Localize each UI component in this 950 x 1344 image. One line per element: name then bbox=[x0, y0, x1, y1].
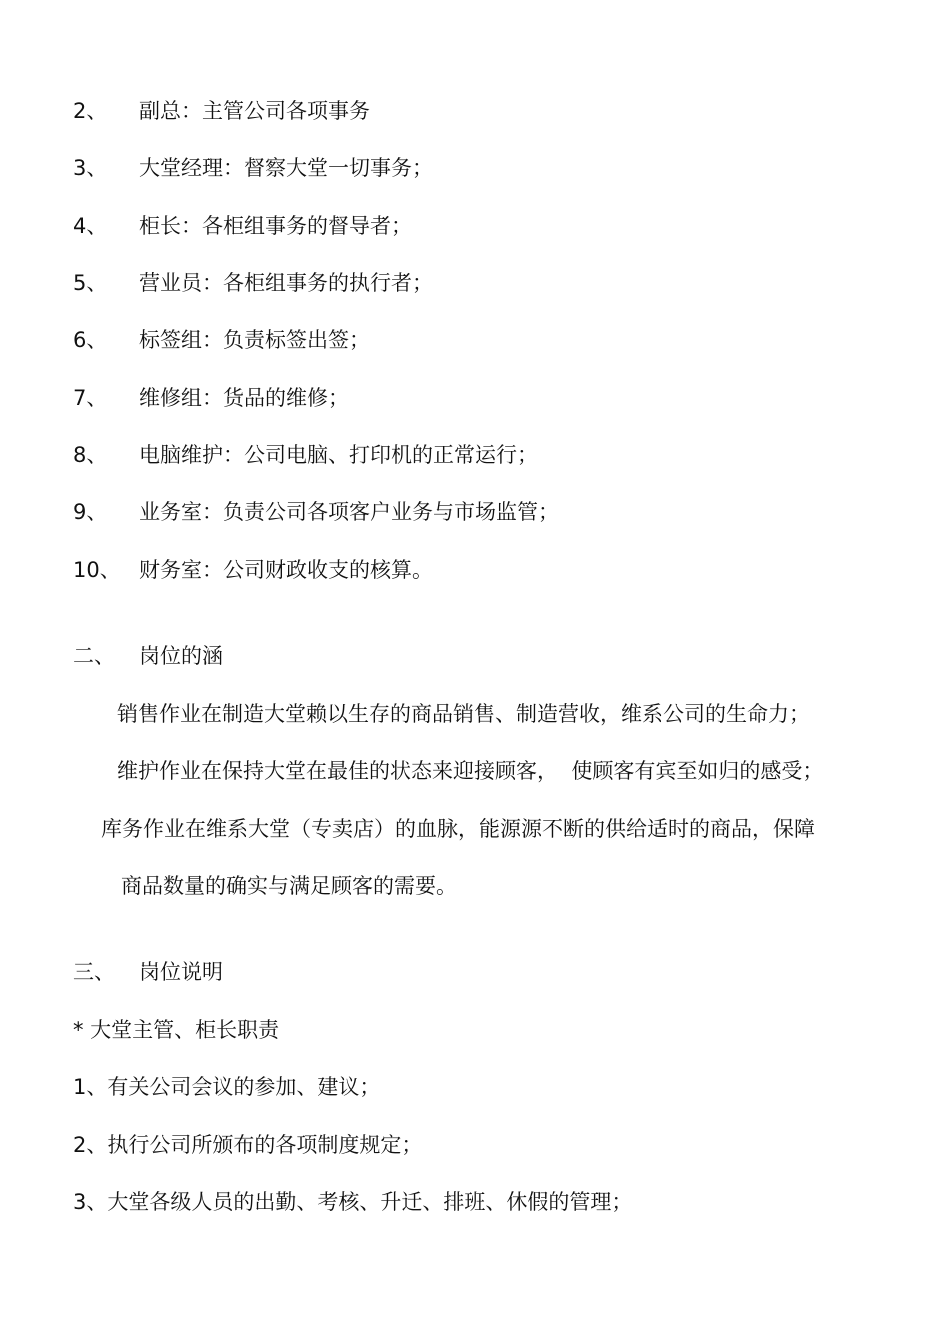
list-item-text: 标签组：负责标签出签； bbox=[139, 328, 370, 352]
list-item-text: 维修组：货品的维修； bbox=[139, 386, 349, 410]
paragraph: 商品数量的确实与满足顾客的需要。 bbox=[121, 874, 457, 898]
list-item-number: 5、 bbox=[73, 271, 108, 295]
paragraph: 维护作业在保持大堂在最佳的状态来迎接顾客， 使顾客有宾至如归的感受； bbox=[117, 759, 824, 783]
list-item-number: 10、 bbox=[73, 558, 121, 582]
paragraph: 销售作业在制造大堂赖以生存的商品销售、制造营收，维系公司的生命力； bbox=[117, 702, 810, 726]
section-title: 岗位的涵 bbox=[139, 644, 223, 668]
section-title: 岗位说明 bbox=[139, 960, 223, 984]
paragraph: 库务作业在维系大堂（专卖店）的血脉，能源源不断的供给适时的商品，保障 bbox=[101, 817, 815, 841]
list-item-number: 8、 bbox=[73, 443, 108, 467]
list-item-number: 4、 bbox=[73, 214, 108, 238]
section-number: 二、 bbox=[73, 644, 115, 668]
list-item: 1、有关公司会议的参加、建议； bbox=[73, 1075, 381, 1099]
list-item-text: 柜长：各柜组事务的督导者； bbox=[139, 214, 412, 238]
list-item-number: 3、 bbox=[73, 156, 108, 180]
list-item-number: 9、 bbox=[73, 500, 108, 524]
subheading: * 大堂主管、柜长职责 bbox=[73, 1018, 280, 1042]
list-item: 2、执行公司所颁布的各项制度规定； bbox=[73, 1133, 423, 1157]
list-item-number: 2、 bbox=[73, 99, 108, 123]
list-item-text: 财务室：公司财政收支的核算。 bbox=[139, 558, 433, 582]
section-number: 三、 bbox=[73, 960, 115, 984]
list-item-number: 6、 bbox=[73, 328, 108, 352]
list-item-text: 营业员：各柜组事务的执行者； bbox=[139, 271, 433, 295]
list-item-text: 副总：主管公司各项事务 bbox=[139, 99, 370, 123]
list-item: 3、大堂各级人员的出勤、考核、升迁、排班、休假的管理； bbox=[73, 1190, 633, 1214]
list-item-text: 大堂经理：督察大堂一切事务； bbox=[139, 156, 433, 180]
list-item-text: 业务室：负责公司各项客户业务与市场监管； bbox=[139, 500, 559, 524]
list-item-text: 电脑维护：公司电脑、打印机的正常运行； bbox=[139, 443, 538, 467]
list-item-number: 7、 bbox=[73, 386, 108, 410]
